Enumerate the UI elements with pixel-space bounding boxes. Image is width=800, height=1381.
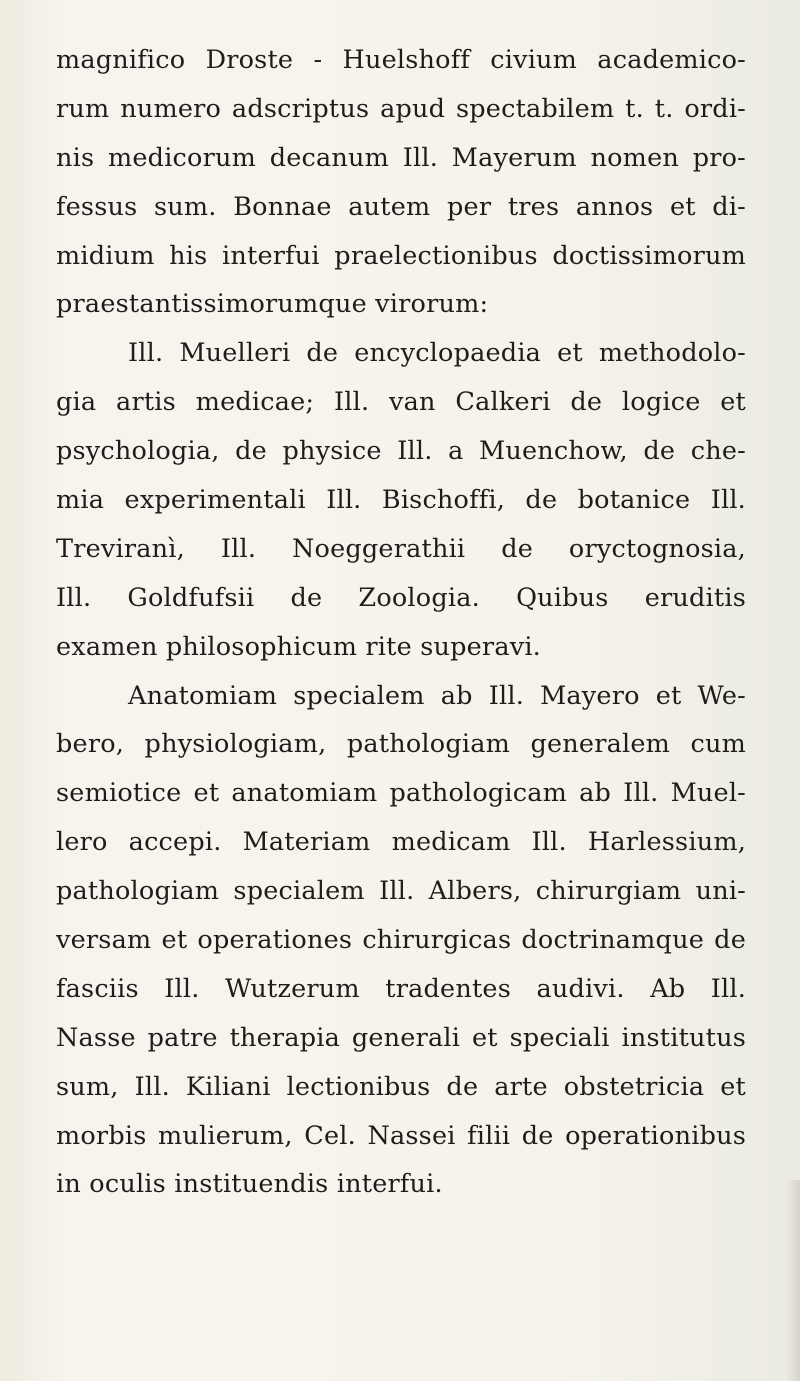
text-line-3: nis medicorum decanum Ill. Mayerum nomen pro- [56,142,746,173]
body-text [56,36,746,1209]
text-line-16: semiotice et anatomiam pathologicam ab Ill. Muel- [56,778,746,809]
text-line-18: pathologiam specialem Ill. Albers, chirurgiam uni- [56,876,746,907]
text-line-14: Anatomiam specialem ab Ill. Mayero et We- [128,680,746,711]
text-line-19: versam et operationes chirurgicas doctrinamque de [56,925,746,956]
text-line-2: rum numero adscriptus apud spectabilem t. t. ordi- [56,93,746,124]
text-line-20: fasciis Ill. Wutzerum tradentes audivi. Ab Ill. [56,973,746,1004]
text-line-24: in oculis instituendis interfui. [56,1169,443,1200]
text-line-6: praestantissimorumque virorum: [56,289,489,320]
text-line-13: examen philosophicum rite superavi. [56,631,541,662]
text-line-23: morbis mulierum, Cel. Nassei filii de operationibus [56,1120,746,1151]
text-line-10: mia experimentali Ill. Bischoffi, de botanice Ill. [56,485,746,516]
text-line-11: Treviranì, Ill. Noeggerathii de oryctognosia, [56,533,746,564]
text-line-5: midium his interfui praelectionibus doctissimorum [56,240,746,271]
text-line-8: gia artis medicae; Ill. van Calkeri de logice et [56,387,746,418]
text-line-15: bero, physiologiam, pathologiam generalem cum [56,729,746,760]
text-line-9: psychologia, de physice Ill. a Muenchow, de che- [56,436,746,467]
text-line-1: magnifico Droste - Huelshoff civium academico- [56,45,746,75]
text-line-4: fessus sum. Bonnae autem per tres annos et di- [56,191,746,222]
text-line-17: lero accepi. Materiam medicam Ill. Harlessium, [56,827,746,858]
text-line-12: Ill. Goldfufsii de Zoologia. Quibus eruditis [56,582,746,613]
page-edge-shadow [786,1180,800,1381]
text-line-7: Ill. Muelleri de encyclopaedia et methodolo- [128,338,746,369]
text-line-21: Nasse patre therapia generali et speciali institutus [56,1022,746,1053]
text-line-22: sum, Ill. Kiliani lectionibus de arte obstetricia et [56,1071,746,1102]
